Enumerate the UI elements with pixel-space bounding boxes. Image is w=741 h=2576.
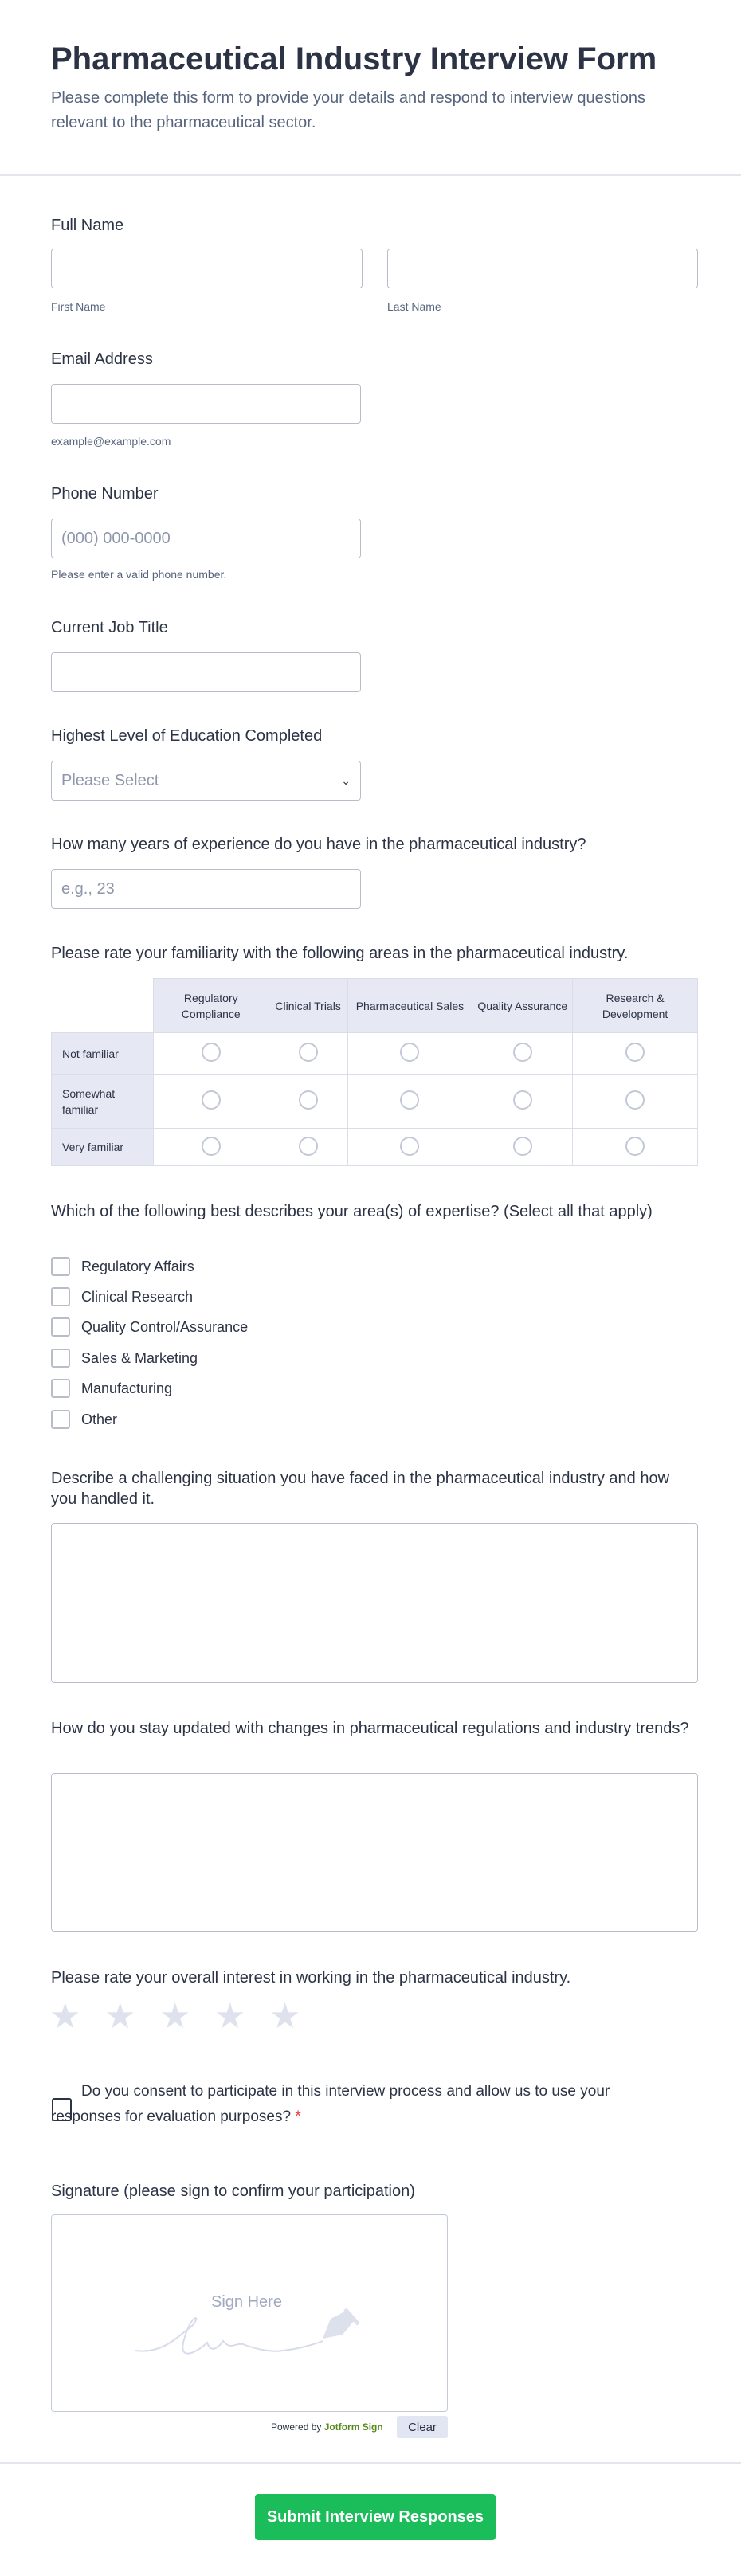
- challenge-textarea[interactable]: [51, 1523, 698, 1683]
- email-input[interactable]: [51, 384, 361, 424]
- consent-label: [51, 2079, 617, 2130]
- expertise-option[interactable]: [51, 1257, 194, 1276]
- submit-button[interactable]: Submit Interview Responses: [255, 2494, 496, 2540]
- matrix-row-header: Somewhat familiar: [52, 1075, 154, 1129]
- matrix-radio[interactable]: [202, 1137, 221, 1156]
- footer-divider: [0, 2462, 741, 2464]
- matrix-radio[interactable]: [513, 1137, 532, 1156]
- clear-signature-button[interactable]: Clear: [397, 2416, 448, 2438]
- email-label: Email Address: [51, 350, 153, 368]
- expertise-option[interactable]: [51, 1379, 172, 1398]
- matrix-radio[interactable]: [299, 1137, 318, 1156]
- header-divider: [0, 174, 741, 176]
- checkbox[interactable]: [51, 1287, 70, 1306]
- matrix-radio[interactable]: [400, 1137, 419, 1156]
- expertise-option[interactable]: [51, 1317, 248, 1337]
- matrix-row-header: Not familiar: [52, 1033, 154, 1075]
- option-label: Regulatory Affairs: [81, 1258, 194, 1274]
- full-name-label: Full Name: [51, 217, 124, 234]
- updated-textarea[interactable]: [51, 1773, 698, 1932]
- matrix-col-header: Research & Development: [573, 979, 698, 1033]
- checkbox[interactable]: [51, 1379, 70, 1398]
- education-label: Highest Level of Education Completed: [51, 727, 323, 745]
- sign-here-text: Sign Here: [211, 2293, 282, 2311]
- matrix-radio[interactable]: [625, 1090, 645, 1110]
- job-title-input[interactable]: [51, 652, 361, 692]
- education-select[interactable]: [51, 761, 361, 801]
- matrix-col-header: Regulatory Compliance: [153, 979, 269, 1033]
- expertise-option[interactable]: [51, 1410, 117, 1429]
- star-icon[interactable]: ★: [104, 1997, 136, 2036]
- powered-by-text: Powered by: [271, 2421, 322, 2433]
- star-icon[interactable]: ★: [49, 1997, 81, 2036]
- matrix-radio[interactable]: [299, 1043, 318, 1062]
- option-label: Sales & Marketing: [81, 1349, 198, 1366]
- matrix-radio[interactable]: [513, 1090, 532, 1110]
- last-name-sublabel: Last Name: [387, 300, 441, 313]
- signature-label: Signature (please sign to confirm your participation): [51, 2183, 415, 2200]
- email-sublabel: example@example.com: [51, 435, 171, 448]
- experience-input[interactable]: e.g., 23: [51, 869, 361, 909]
- familiarity-label: Please rate your familiarity with the following areas in the pharmaceutical industry.: [51, 945, 629, 962]
- first-name-sublabel: First Name: [51, 300, 106, 313]
- star-icon[interactable]: ★: [159, 1997, 191, 2036]
- signature-pad[interactable]: [51, 2214, 448, 2412]
- page-subtitle: Please complete this form to provide your details and respond to interview questions relevant to the pharmaceutical sector.: [51, 89, 645, 131]
- star-icon[interactable]: ★: [214, 1997, 246, 2036]
- matrix-row: [52, 1129, 698, 1166]
- matrix-col-header: Clinical Trials: [269, 979, 347, 1033]
- phone-input[interactable]: (000) 000-0000: [51, 519, 361, 558]
- updated-label: How do you stay updated with changes in pharmaceutical regulations and industry trends?: [51, 1720, 689, 1737]
- matrix-row: [52, 1033, 698, 1075]
- matrix-radio[interactable]: [299, 1090, 318, 1110]
- option-label: Quality Control/Assurance: [81, 1318, 249, 1335]
- star-icon[interactable]: ★: [269, 1997, 301, 2036]
- rating-label: Please rate your overall interest in working in the pharmaceutical industry.: [51, 1969, 571, 1987]
- option-label: Manufacturing: [81, 1380, 173, 1396]
- matrix-radio[interactable]: [513, 1043, 532, 1062]
- matrix-radio[interactable]: [202, 1090, 221, 1110]
- matrix-col-header: Quality Assurance: [472, 979, 573, 1033]
- checkbox[interactable]: [51, 1349, 70, 1368]
- checkbox[interactable]: [51, 1410, 70, 1429]
- matrix-col-header: Pharmaceutical Sales: [347, 979, 472, 1033]
- checkbox[interactable]: [51, 1257, 70, 1276]
- matrix-radio[interactable]: [400, 1043, 419, 1062]
- page-title: Pharmaceutical Industry Interview Form: [51, 41, 657, 76]
- matrix-corner: [52, 979, 154, 1033]
- jotform-sign-brand: Jotform Sign: [323, 2421, 383, 2433]
- phone-label: Phone Number: [51, 485, 159, 503]
- first-name-input[interactable]: [51, 249, 363, 288]
- chevron-down-icon: ⌄: [341, 773, 351, 787]
- expertise-label: Which of the following best describes your area(s) of expertise? (Select all that apply): [51, 1203, 653, 1220]
- matrix-row-header: Very familiar: [52, 1129, 154, 1166]
- checkbox[interactable]: [51, 1317, 70, 1337]
- phone-sublabel: Please enter a valid phone number.: [51, 568, 227, 581]
- option-label: Other: [81, 1411, 118, 1427]
- job-title-label: Current Job Title: [51, 619, 168, 636]
- powered-by: [271, 2421, 383, 2433]
- familiarity-matrix: [51, 978, 698, 1166]
- required-mark: *: [295, 2108, 301, 2125]
- experience-label: How many years of experience do you have in the pharmaceutical industry?: [51, 836, 586, 853]
- matrix-radio[interactable]: [625, 1043, 645, 1062]
- matrix-row: [52, 1075, 698, 1129]
- matrix-radio[interactable]: [400, 1090, 419, 1110]
- signature-placeholder-icon: [52, 2215, 449, 2413]
- matrix-radio[interactable]: [202, 1043, 221, 1062]
- last-name-input[interactable]: [387, 249, 698, 288]
- education-selected: Please Select: [61, 771, 159, 789]
- expertise-option[interactable]: [51, 1287, 193, 1306]
- consent-text: Do you consent to participate in this interview process and allow us to use your responses for evaluation purposes?: [51, 2083, 610, 2125]
- challenge-label: Describe a challenging situation you have faced in the pharmaceutical industry and how you handled it.: [51, 1470, 670, 1508]
- matrix-radio[interactable]: [625, 1137, 645, 1156]
- expertise-option[interactable]: [51, 1349, 198, 1368]
- option-label: Clinical Research: [81, 1288, 194, 1305]
